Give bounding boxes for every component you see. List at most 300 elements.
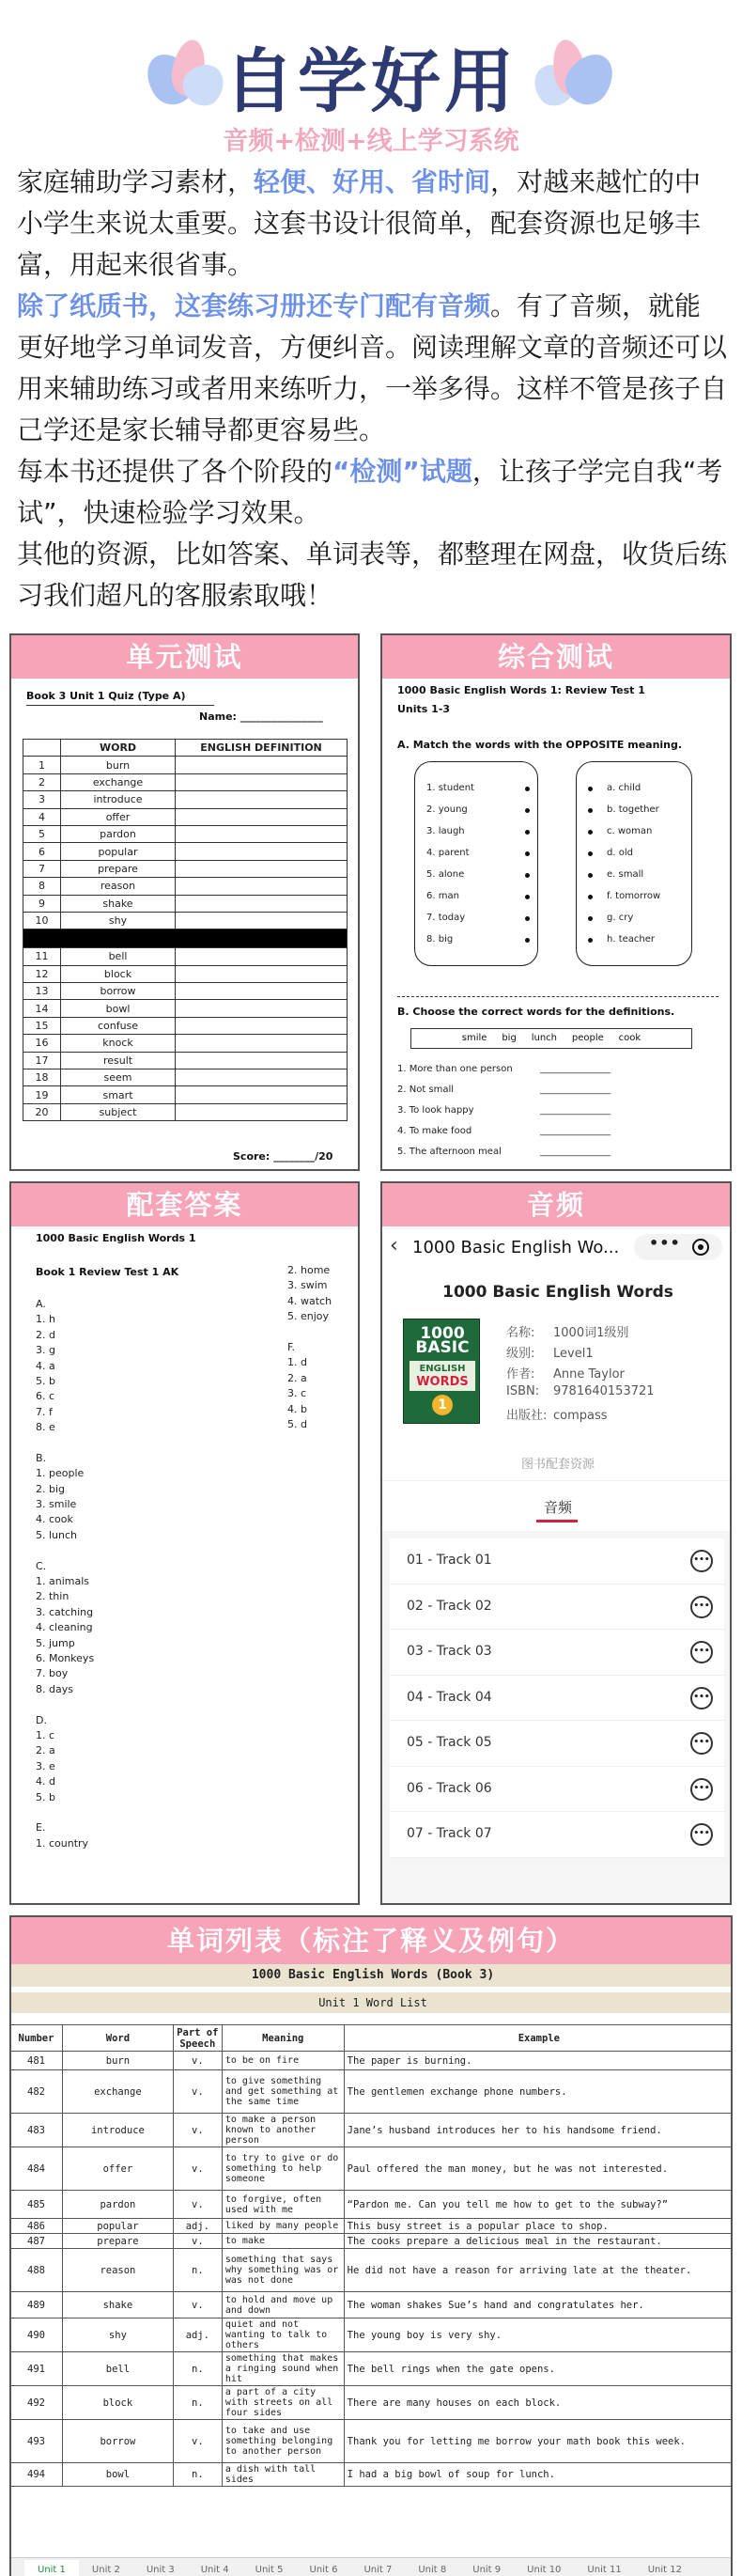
match-dot[interactable] xyxy=(588,787,593,791)
book-meta-label: 级别: xyxy=(506,1347,535,1361)
match-right-item: b. together xyxy=(588,804,691,826)
answer-line: 8. e xyxy=(36,1421,55,1434)
word-example: I had a big bowl of soup for lunch. xyxy=(344,2463,733,2487)
sheet-tab[interactable]: Unit 5 xyxy=(255,2565,284,2575)
quiz-row xyxy=(23,773,348,790)
answer-line: 4. cook xyxy=(36,1513,73,1526)
track-title: 03 - Track 03 xyxy=(407,1644,492,1659)
definition-blank[interactable]: _______________ xyxy=(540,1126,611,1136)
word-term: pardon xyxy=(62,2191,173,2219)
quiz-row-definition-blank[interactable] xyxy=(176,895,348,912)
nav-title: 1000 Basic English Wo... xyxy=(412,1238,620,1257)
answer-line: 6. Monkeys xyxy=(36,1651,95,1664)
word-meaning: liked by many people xyxy=(222,2219,344,2234)
quiz-row-word: bell xyxy=(61,948,176,965)
match-left-item: 1. student xyxy=(426,783,530,804)
wordlist-row xyxy=(10,2420,734,2463)
word-number: 486 xyxy=(10,2219,63,2234)
sheet-tabs xyxy=(11,2557,733,2576)
track-item[interactable] xyxy=(390,1767,724,1813)
match-right-item: e. small xyxy=(588,869,691,891)
match-dot[interactable] xyxy=(588,851,593,856)
word-pos: v. xyxy=(173,2114,222,2147)
quiz-row xyxy=(23,1069,348,1086)
match-right-item: f. tomorrow xyxy=(588,891,691,913)
quiz-row-definition-blank[interactable] xyxy=(176,1000,348,1017)
word-example: Thank you for letting me borrow your math book this week. xyxy=(344,2420,733,2463)
match-right-item: c. woman xyxy=(588,826,691,848)
quiz-row xyxy=(23,965,348,982)
quiz-row-word: borrow xyxy=(61,983,176,1000)
unit-test-panel xyxy=(9,633,360,1171)
quiz-row xyxy=(23,1000,348,1017)
word-number: 493 xyxy=(10,2420,63,2463)
track-more-icon[interactable]: ••• xyxy=(690,1823,713,1846)
track-more-icon[interactable]: ••• xyxy=(690,1641,713,1663)
quiz-row-number: 20 xyxy=(23,1103,61,1120)
word-example: The gentlemen exchange phone numbers. xyxy=(344,2070,733,2114)
book-meta-label: 作者: xyxy=(506,1367,535,1382)
definition-item: 5. The afternoon meal _______________ xyxy=(397,1147,611,1157)
word-number: 481 xyxy=(10,2052,63,2070)
sheet-tab[interactable]: Unit 2 xyxy=(91,2565,120,2575)
quiz-row-number: 19 xyxy=(23,1086,61,1103)
word-meaning: a dish with tall sides xyxy=(222,2463,344,2487)
match-left-item: 7. today xyxy=(426,913,530,934)
sheet-tab[interactable]: Unit 6 xyxy=(309,2565,338,2575)
quiz-row-word: prepare xyxy=(61,860,176,877)
wordlist-row xyxy=(10,2249,734,2292)
hero-subtitle: 音频+检测+线上学习系统 xyxy=(223,127,519,156)
answer-line xyxy=(36,1437,94,1452)
book-meta-row xyxy=(506,1343,694,1364)
sheet-tab[interactable]: Unit 12 xyxy=(647,2565,682,2575)
word-example: The paper is burning. xyxy=(344,2052,733,2070)
match-left-item: 2. young xyxy=(426,804,530,826)
match-dot[interactable] xyxy=(525,851,530,856)
quiz-row-definition-blank[interactable] xyxy=(176,983,348,1000)
track-title: 04 - Track 04 xyxy=(407,1689,492,1705)
word-number: 482 xyxy=(10,2070,63,2114)
quiz-row-number: 6 xyxy=(23,843,61,860)
word-number: 488 xyxy=(10,2249,63,2292)
answer-line: 3. c xyxy=(287,1387,307,1400)
word-term: borrow xyxy=(62,2420,173,2463)
track-more-icon[interactable]: ••• xyxy=(690,1778,713,1801)
quiz-row xyxy=(23,1086,348,1103)
match-dot[interactable] xyxy=(588,873,593,878)
book-meta-row xyxy=(506,1405,694,1426)
word-example: The bell rings when the gate opens. xyxy=(344,2352,733,2386)
word-term: block xyxy=(62,2386,173,2420)
word-example: The young boy is very shy. xyxy=(344,2318,733,2352)
track-item[interactable] xyxy=(390,1812,724,1858)
sheet-tab[interactable]: Unit 1 xyxy=(24,2560,79,2576)
definition-blank[interactable]: _______________ xyxy=(540,1147,611,1157)
hero-title: 自学好用 xyxy=(224,41,518,122)
review-test-units: Units 1-3 xyxy=(397,703,451,715)
quiz-row-definition-blank[interactable] xyxy=(176,912,348,929)
wordlist-row xyxy=(10,2070,734,2114)
answer-line: A. xyxy=(36,1298,46,1310)
wordlist-table xyxy=(9,2024,733,2487)
quiz-row-definition-blank[interactable] xyxy=(176,948,348,965)
word-pos: v. xyxy=(173,2052,222,2070)
match-right-box xyxy=(576,761,692,966)
answer-line: 4. a xyxy=(36,1359,55,1372)
match-dot[interactable] xyxy=(588,916,593,921)
wordlist-row xyxy=(10,2234,734,2249)
track-more-icon[interactable]: ••• xyxy=(690,1687,713,1710)
word-number: 491 xyxy=(10,2352,63,2386)
quiz-row-number: 3 xyxy=(23,791,61,808)
wordlist-row xyxy=(10,2318,734,2352)
word-example: The woman shakes Sue’s hand and congratulates her. xyxy=(344,2292,733,2318)
wordlist-unit-title: Unit 1 Word List xyxy=(11,1992,733,2013)
answer-line: 3. e xyxy=(36,1759,55,1772)
quiz-row-definition-blank[interactable] xyxy=(176,965,348,982)
answer-line: 1. d xyxy=(287,1356,307,1369)
wordlist-row xyxy=(10,2219,734,2234)
quiz-row-number: 12 xyxy=(23,965,61,982)
word-meaning: to try to give or do something to help someone xyxy=(222,2147,344,2191)
word-term: burn xyxy=(62,2052,173,2070)
definition-item: 3. To look happy _______________ xyxy=(397,1105,611,1116)
intro-text: 家庭辅助学习素材，轻便、好用、省时间，对越来越忙的中小学生来说太重要。这套书设计很简单，配套资源也足够丰富，用起来很省事。 除了纸质书，这套练习册还专门配有音频。有了音频，就能更好地学习单词发音，方便纠音。阅读理解文章的音频还可以用来辅助练习或者用来练听力，一举多得。这样不管是孩子自己学还是家长辅导都更容易些。 每本书还提供了各个阶段的“检测”试题，让孩子学完自我“考试”，快速检验学习效果。 其他的资源，比如答案、单词表等，都整理在网盘，收货后练习我们超凡的客服索取哦！ xyxy=(17,166,728,611)
quiz-row-word: shy xyxy=(61,912,176,929)
answer-line: D. xyxy=(36,1713,47,1726)
quiz-row-definition-blank[interactable] xyxy=(176,1103,348,1120)
track-item[interactable] xyxy=(390,1630,724,1676)
word-term: popular xyxy=(62,2219,173,2234)
tab-audio[interactable]: 音频 xyxy=(543,1499,572,1516)
word-pos: adj. xyxy=(173,2219,222,2234)
book-meta-row xyxy=(506,1364,694,1384)
word-pos: v. xyxy=(173,2147,222,2191)
word-number: 487 xyxy=(10,2234,63,2249)
match-dot[interactable] xyxy=(588,830,593,835)
track-item[interactable] xyxy=(390,1676,724,1722)
word-meaning: to make a person known to another person xyxy=(222,2114,344,2147)
word-term: offer xyxy=(62,2147,173,2191)
word-pos: v. xyxy=(173,2234,222,2249)
match-dot[interactable] xyxy=(525,787,530,791)
name-field-label: Name: ________________ xyxy=(199,710,323,723)
book-meta-value: Anne Taylor xyxy=(553,1367,625,1382)
quiz-row-number: 13 xyxy=(23,983,61,1000)
quiz-row-word: result xyxy=(61,1052,176,1069)
quiz-row-word: block xyxy=(61,965,176,982)
word-example: Jane’s husband introduces her to his handsome friend. xyxy=(344,2114,733,2147)
quiz-row-word: offer xyxy=(61,808,176,825)
audio-header: 音频 xyxy=(382,1183,730,1226)
word-term: introduce xyxy=(62,2114,173,2147)
answer-line: 4. b xyxy=(287,1402,307,1415)
quiz-row-number: 7 xyxy=(23,860,61,877)
word-meaning: to take and use something belonging to another person xyxy=(222,2420,344,2463)
review-test-header: 综合测试 xyxy=(382,635,730,679)
word-term: prepare xyxy=(62,2234,173,2249)
word-number: 494 xyxy=(10,2463,63,2487)
sheet-tab[interactable]: Unit 4 xyxy=(200,2565,229,2575)
sheet-tab[interactable]: Unit 7 xyxy=(363,2565,393,2575)
word-pos: adj. xyxy=(173,2318,222,2352)
more-dots-icon[interactable]: ••• xyxy=(649,1234,681,1252)
match-dot[interactable] xyxy=(588,895,593,899)
answer-line: 2. home xyxy=(287,1264,331,1276)
word-pos: v. xyxy=(173,2420,222,2463)
sheet-tab[interactable]: Unit 9 xyxy=(472,2565,502,2575)
quiz-row-number: 2 xyxy=(23,773,61,790)
track-title: 01 - Track 01 xyxy=(407,1553,492,1568)
answer-line: 4. watch xyxy=(287,1294,332,1307)
answers-header: 配套答案 xyxy=(11,1183,358,1226)
answer-line: 2. a xyxy=(287,1371,307,1384)
word-number: 485 xyxy=(10,2191,63,2219)
definition-blank[interactable]: _______________ xyxy=(540,1085,611,1095)
track-item[interactable] xyxy=(390,1538,724,1585)
match-left-item: 5. alone xyxy=(426,869,530,891)
quiz-row-word: reason xyxy=(61,878,176,895)
answer-line: 2. d xyxy=(36,1328,55,1341)
wordlist-col-header: Example xyxy=(344,2025,733,2052)
answer-line: F. xyxy=(287,1340,296,1353)
quiz-row xyxy=(23,843,348,860)
match-left-item: 6. man xyxy=(426,891,530,913)
wordlist-row xyxy=(10,2352,734,2386)
wordlist-book-title: 1000 Basic English Words (Book 3) xyxy=(11,1964,733,1987)
quiz-row-definition-blank[interactable] xyxy=(176,757,348,773)
quiz-row-definition-blank[interactable] xyxy=(176,1035,348,1052)
quiz-row xyxy=(23,1017,348,1034)
word-box: smile big lunch people cook xyxy=(410,1028,692,1049)
track-item[interactable] xyxy=(390,1721,724,1767)
answer-line: 1. c xyxy=(36,1728,55,1741)
wordlist-col-header: Number xyxy=(10,2025,63,2052)
quiz-row xyxy=(23,1035,348,1052)
quiz-row xyxy=(23,948,348,965)
word-term: exchange xyxy=(62,2070,173,2114)
quiz-row-definition-blank[interactable] xyxy=(176,860,348,877)
word-meaning: to give something and get something at the same time xyxy=(222,2070,344,2114)
quiz-row-number: 16 xyxy=(23,1035,61,1052)
match-left-box xyxy=(414,761,538,966)
book-meta-label: 名称: xyxy=(506,1326,535,1340)
quiz-row xyxy=(23,895,348,912)
sheet-tab[interactable]: Unit 11 xyxy=(587,2565,622,2575)
answers-panel xyxy=(9,1181,360,1905)
definition-item: 2. Not small _______________ xyxy=(397,1085,611,1095)
quiz-row-word: popular xyxy=(61,843,176,860)
quiz-row xyxy=(23,878,348,895)
review-test-panel xyxy=(380,633,732,1171)
answer-line: 2. big xyxy=(36,1482,66,1495)
quiz-row-definition-blank[interactable] xyxy=(176,878,348,895)
word-number: 483 xyxy=(10,2114,63,2147)
answer-line xyxy=(287,1326,332,1341)
match-dot[interactable] xyxy=(588,938,593,943)
quiz-row-number: 10 xyxy=(23,912,61,929)
quiz-row xyxy=(23,757,348,773)
quiz-row-number: 18 xyxy=(23,1069,61,1086)
answer-line: 4. d xyxy=(36,1775,55,1788)
quiz-row xyxy=(23,1052,348,1069)
quiz-row-number: 8 xyxy=(23,878,61,895)
quiz-row xyxy=(23,983,348,1000)
answer-line: 1. people xyxy=(36,1467,85,1480)
match-dot[interactable] xyxy=(525,873,530,878)
answer-line: 4. cleaning xyxy=(36,1621,93,1634)
word-pos: n. xyxy=(173,2463,222,2487)
answer-line: B. xyxy=(36,1451,47,1464)
track-title: 05 - Track 05 xyxy=(407,1735,492,1750)
answer-line: 8. days xyxy=(36,1682,73,1695)
answer-line: 3. g xyxy=(36,1344,55,1357)
score-label: Score: ________/20 xyxy=(233,1150,333,1163)
audio-panel xyxy=(380,1181,732,1905)
wordlist-row xyxy=(10,2292,734,2318)
track-item[interactable] xyxy=(390,1585,724,1631)
word-example: There are many houses on each block. xyxy=(344,2386,733,2420)
quiz-row xyxy=(23,825,348,842)
definition-blank[interactable]: _______________ xyxy=(540,1105,611,1116)
quiz-row-word: burn xyxy=(61,757,176,773)
quiz-row-definition-blank[interactable] xyxy=(176,1017,348,1034)
wordlist-row xyxy=(10,2052,734,2070)
match-dot[interactable] xyxy=(525,830,530,835)
answer-line: 5. enjoy xyxy=(287,1310,330,1323)
quiz-row-number: 1 xyxy=(23,757,61,773)
sheet-tab[interactable]: Unit 3 xyxy=(146,2565,175,2575)
quiz-title: Book 3 Unit 1 Quiz (Type A) xyxy=(26,690,186,702)
answer-line: 6. c xyxy=(36,1390,55,1403)
word-term: bell xyxy=(62,2352,173,2386)
word-example: Paul offered the man money, but he was not interested. xyxy=(344,2147,733,2191)
match-left-item: 8. big xyxy=(426,934,530,956)
quiz-row-word: seem xyxy=(61,1069,176,1086)
quiz-row-definition-blank[interactable] xyxy=(176,773,348,790)
quiz-row-number: 15 xyxy=(23,1017,61,1034)
sheet-tab[interactable]: Unit 8 xyxy=(418,2565,447,2575)
word-meaning: to forgive, often used with me xyxy=(222,2191,344,2219)
word-pos: v. xyxy=(173,2191,222,2219)
match-dot[interactable] xyxy=(525,895,530,899)
word-meaning: to hold and move up and down xyxy=(222,2292,344,2318)
word-pos: n. xyxy=(173,2249,222,2292)
answer-line: 2. thin xyxy=(36,1590,70,1603)
quiz-row-definition-blank[interactable] xyxy=(176,1052,348,1069)
quiz-row-definition-blank[interactable] xyxy=(176,808,348,825)
answer-line: 5. jump xyxy=(36,1636,75,1649)
word-example: The cooks prepare a delicious meal in the restaurant. xyxy=(344,2234,733,2249)
book-meta-value: 1000词1级别 xyxy=(553,1326,629,1340)
definition-item: 4. To make food _______________ xyxy=(397,1126,611,1136)
answers-book-title: 1000 Basic English Words 1 xyxy=(36,1232,196,1244)
match-dot[interactable] xyxy=(525,938,530,943)
match-right-item: d. old xyxy=(588,848,691,869)
quiz-row-number: 5 xyxy=(23,825,61,842)
quiz-row-definition-blank[interactable] xyxy=(176,791,348,808)
quiz-row-word: shake xyxy=(61,895,176,912)
match-right-item: a. child xyxy=(588,783,691,804)
more-options-capsule[interactable] xyxy=(634,1234,722,1260)
match-right-item: h. teacher xyxy=(588,934,691,956)
word-term: shake xyxy=(62,2292,173,2318)
quiz-row-word: smart xyxy=(61,1086,176,1103)
unit-test-header: 单元测试 xyxy=(11,635,358,679)
sheet-tab[interactable]: Unit 10 xyxy=(527,2565,562,2575)
book-meta-value: compass xyxy=(553,1409,608,1423)
match-dot[interactable] xyxy=(525,808,530,813)
answer-line xyxy=(36,1544,94,1559)
section-a-instruction: A. Match the words with the OPPOSITE meaning. xyxy=(397,739,683,751)
track-more-icon[interactable]: ••• xyxy=(690,1596,713,1618)
quiz-row-word: exchange xyxy=(61,773,176,790)
answer-line: 7. f xyxy=(36,1405,53,1418)
quiz-row xyxy=(23,912,348,929)
wordlist-row xyxy=(10,2191,734,2219)
section-b-instruction: B. Choose the correct words for the definitions. xyxy=(397,1006,675,1018)
quiz-table: WORD ENGLISH DEFINITION 1 burn 2 exchange 3 introduce 4 offer 5 pardon 6 popular 7 prepare 8 reason 9 shake 10 shy 11 bell 12 block 13 borrow 14 bowl 15 confuse 16 knock 17 result 18 seem 19 smart 20 subject xyxy=(23,739,348,1121)
answer-line: 3. swim xyxy=(287,1279,328,1292)
definition-blank[interactable]: _______________ xyxy=(540,1064,611,1074)
quiz-row-definition-blank[interactable] xyxy=(176,1086,348,1103)
track-title: 06 - Track 06 xyxy=(407,1780,492,1796)
word-meaning: to make xyxy=(222,2234,344,2249)
wordlist-row xyxy=(10,2114,734,2147)
wordlist-row xyxy=(10,2147,734,2191)
book-meta-value: 9781640153721 xyxy=(553,1384,655,1398)
wordlist-col-header: Word xyxy=(62,2025,173,2052)
wordlist-col-header: Meaning xyxy=(222,2025,344,2052)
word-example: “Pardon me. Can you tell me how to get to the subway?” xyxy=(344,2191,733,2219)
answer-line: 5. lunch xyxy=(36,1528,78,1541)
back-arrow-icon[interactable]: ‹ xyxy=(390,1234,398,1257)
answer-line: 2. a xyxy=(36,1744,55,1757)
word-term: shy xyxy=(62,2318,173,2352)
wordlist-panel xyxy=(9,1915,733,2576)
answer-line: 1. h xyxy=(36,1313,55,1326)
word-meaning: quiet and not wanting to talk to others xyxy=(222,2318,344,2352)
answer-line: 7. boy xyxy=(36,1667,69,1680)
track-title: 02 - Track 02 xyxy=(407,1598,492,1614)
book-cover: 1000 BASIC ENGLISH WORDS 1 xyxy=(403,1319,480,1424)
quiz-row-number: 9 xyxy=(23,895,61,912)
quiz-row-definition-blank[interactable] xyxy=(176,1069,348,1086)
quiz-row-definition-blank[interactable] xyxy=(176,843,348,860)
answer-line xyxy=(36,1806,94,1821)
answer-line: 3. catching xyxy=(36,1605,94,1618)
quiz-row-number: 4 xyxy=(23,808,61,825)
track-more-icon[interactable]: ••• xyxy=(690,1732,713,1755)
answer-line: C. xyxy=(36,1559,47,1572)
track-title: 07 - Track 07 xyxy=(407,1826,492,1841)
word-example: This busy street is a popular place to shop. xyxy=(344,2219,733,2234)
answer-line: 3. smile xyxy=(36,1498,77,1511)
match-dot[interactable] xyxy=(525,916,530,921)
quiz-row xyxy=(23,1103,348,1120)
quiz-row-definition-blank[interactable] xyxy=(176,825,348,842)
answer-line: E. xyxy=(36,1821,46,1834)
match-dot[interactable] xyxy=(588,808,593,813)
wordlist-col-header: Part of Speech xyxy=(173,2025,222,2052)
word-meaning: something that makes a ringing sound when hit xyxy=(222,2352,344,2386)
match-left-item: 3. laugh xyxy=(426,826,530,848)
resource-label: 图书配套资源 xyxy=(520,1458,595,1472)
word-number: 492 xyxy=(10,2386,63,2420)
book-meta-label: ISBN: xyxy=(506,1384,540,1398)
track-more-icon[interactable]: ••• xyxy=(690,1550,713,1572)
